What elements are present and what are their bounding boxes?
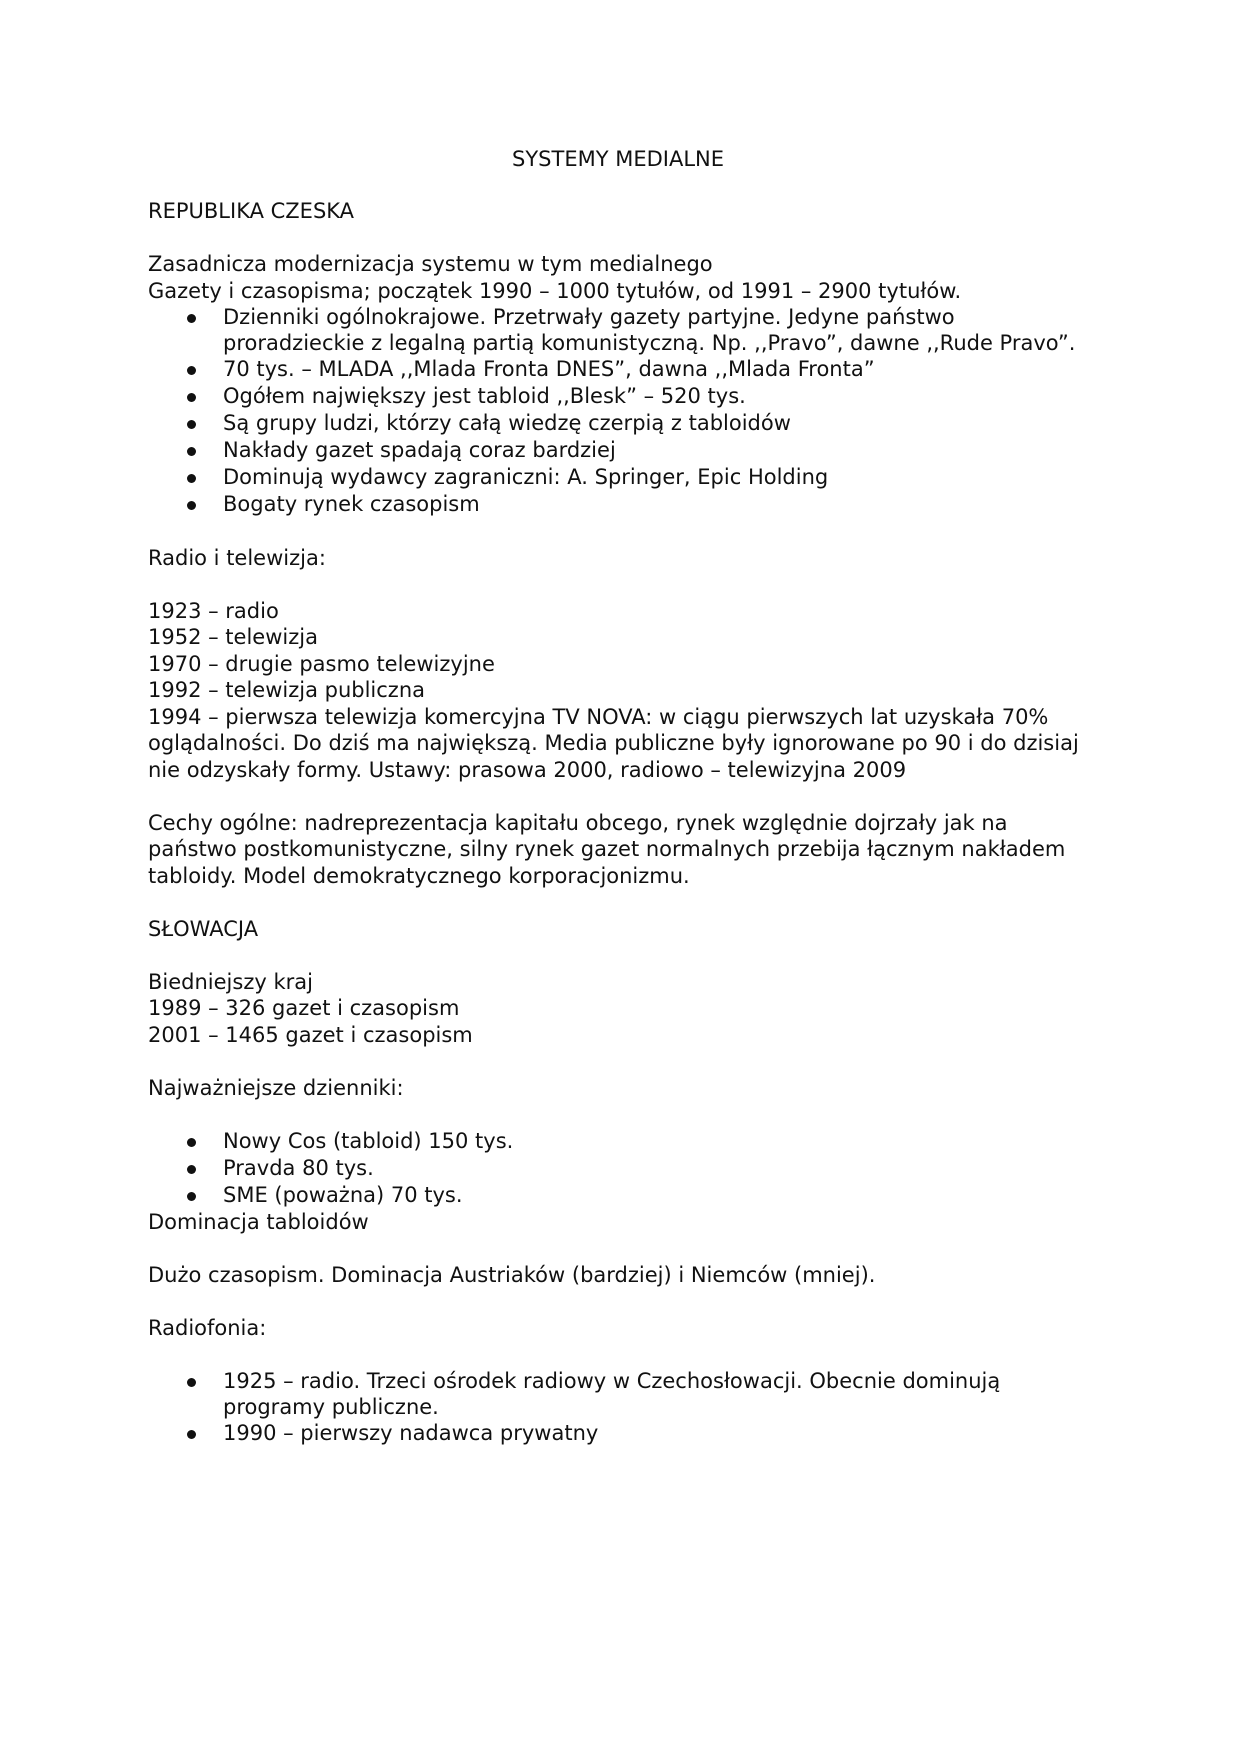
magazines-note: Dużo czasopism. Dominacja Austriaków (bardziej) i Niemców (mniej). [148, 1262, 876, 1287]
dailies-note: Dominacja tabloidów [148, 1209, 369, 1234]
list-item: Pravda 80 tys. [148, 1155, 1098, 1182]
spacer [148, 783, 1098, 810]
list-item: Ogółem największy jest tabloid ,,Blesk” – 520 tys. [148, 383, 1098, 410]
timeline-entry: 1952 – telewizja [148, 625, 318, 649]
slovakia-intro-line: Biedniejszy kraj [148, 969, 313, 994]
spacer [148, 571, 1098, 598]
document-title: SYSTEMY MEDIALNE [512, 147, 724, 171]
radio-heading: Radiofonia: [148, 1315, 267, 1340]
czech-intro-line: Gazety i czasopisma; początek 1990 – 1000 tytułów, od 1991 – 2900 tytułów. [148, 278, 962, 303]
czech-intro-line: Zasadnicza modernizacja systemu w tym medialnego [148, 252, 713, 276]
slovakia-radio-list [148, 1368, 1098, 1447]
czech-summary: Cechy ogólne: nadreprezentacja kapitału obcego, rynek względnie dojrzały jak na państwo postkomunistyczne, silny rynek gazet normalnych przebija łącznym nakładem tabloidy. Model demokratycznego korporacjonizmu. [148, 810, 1066, 888]
timeline-entry: 1994 – pierwsza telewizja komercyjna TV NOVA: w ciągu pierwszych lat uzyskała 70% oglądalności. Do dziś ma największą. Media publiczne były ignorowane po 90 i do dzisiaj nie odzyskały formy. Ustawy: prasowa 2000, radiowo – telewizyjna 2009 [148, 704, 1079, 782]
spacer [148, 1101, 1098, 1128]
timeline-entry: 1923 – radio [148, 598, 279, 623]
spacer [148, 518, 1098, 545]
list-item: Nakłady gazet spadają coraz bardziej [148, 437, 1098, 464]
section-heading-slovakia: SŁOWACJA [148, 916, 259, 941]
list-item: Dzienniki ogólnokrajowe. Przetrwały gazety partyjne. Jedyne państwo proradzieckie z legalną partią komunistyczną. Np. ,,Pravo”, dawne ,,Rude Pravo”. [148, 304, 1098, 356]
list-item: Dominują wydawcy zagraniczni: A. Springer, Epic Holding [148, 464, 1098, 491]
list-item: Są grupy ludzi, którzy całą wiedzę czerpią z tabloidów [148, 410, 1098, 437]
section-heading-czech: REPUBLIKA CZESKA [148, 199, 355, 223]
spacer [148, 225, 1098, 252]
radio-tv-heading: Radio i telewizja: [148, 545, 326, 570]
slovakia-intro-line: 1989 – 326 gazet i czasopism [148, 996, 460, 1020]
document-page [148, 144, 1098, 1447]
spacer [148, 1048, 1098, 1075]
list-item: 1990 – pierwszy nadawca prywatny [148, 1420, 1098, 1447]
list-item: Bogaty rynek czasopism [148, 491, 1098, 518]
timeline-entry: 1970 – drugie pasmo telewizyjne [148, 651, 495, 676]
list-item: 70 tys. – MLADA ,,Mlada Fronta DNES”, dawna ,,Mlada Fronta” [148, 356, 1098, 383]
list-item: SME (poważna) 70 tys. [148, 1182, 1098, 1209]
slovakia-dailies-list [148, 1128, 1098, 1209]
spacer [148, 889, 1098, 916]
spacer [148, 1235, 1098, 1262]
czech-press-list [148, 304, 1098, 518]
spacer [148, 1341, 1098, 1368]
spacer [148, 942, 1098, 969]
list-item: 1925 – radio. Trzeci ośrodek radiowy w Czechosłowacji. Obecnie dominują programy publiczne. [148, 1368, 1098, 1420]
spacer [148, 1288, 1098, 1315]
timeline-entry: 1992 – telewizja publiczna [148, 678, 425, 702]
list-item: Nowy Cos (tabloid) 150 tys. [148, 1128, 1098, 1155]
slovakia-intro-line: 2001 – 1465 gazet i czasopism [148, 1022, 473, 1047]
dailies-heading: Najważniejsze dzienniki: [148, 1075, 404, 1100]
